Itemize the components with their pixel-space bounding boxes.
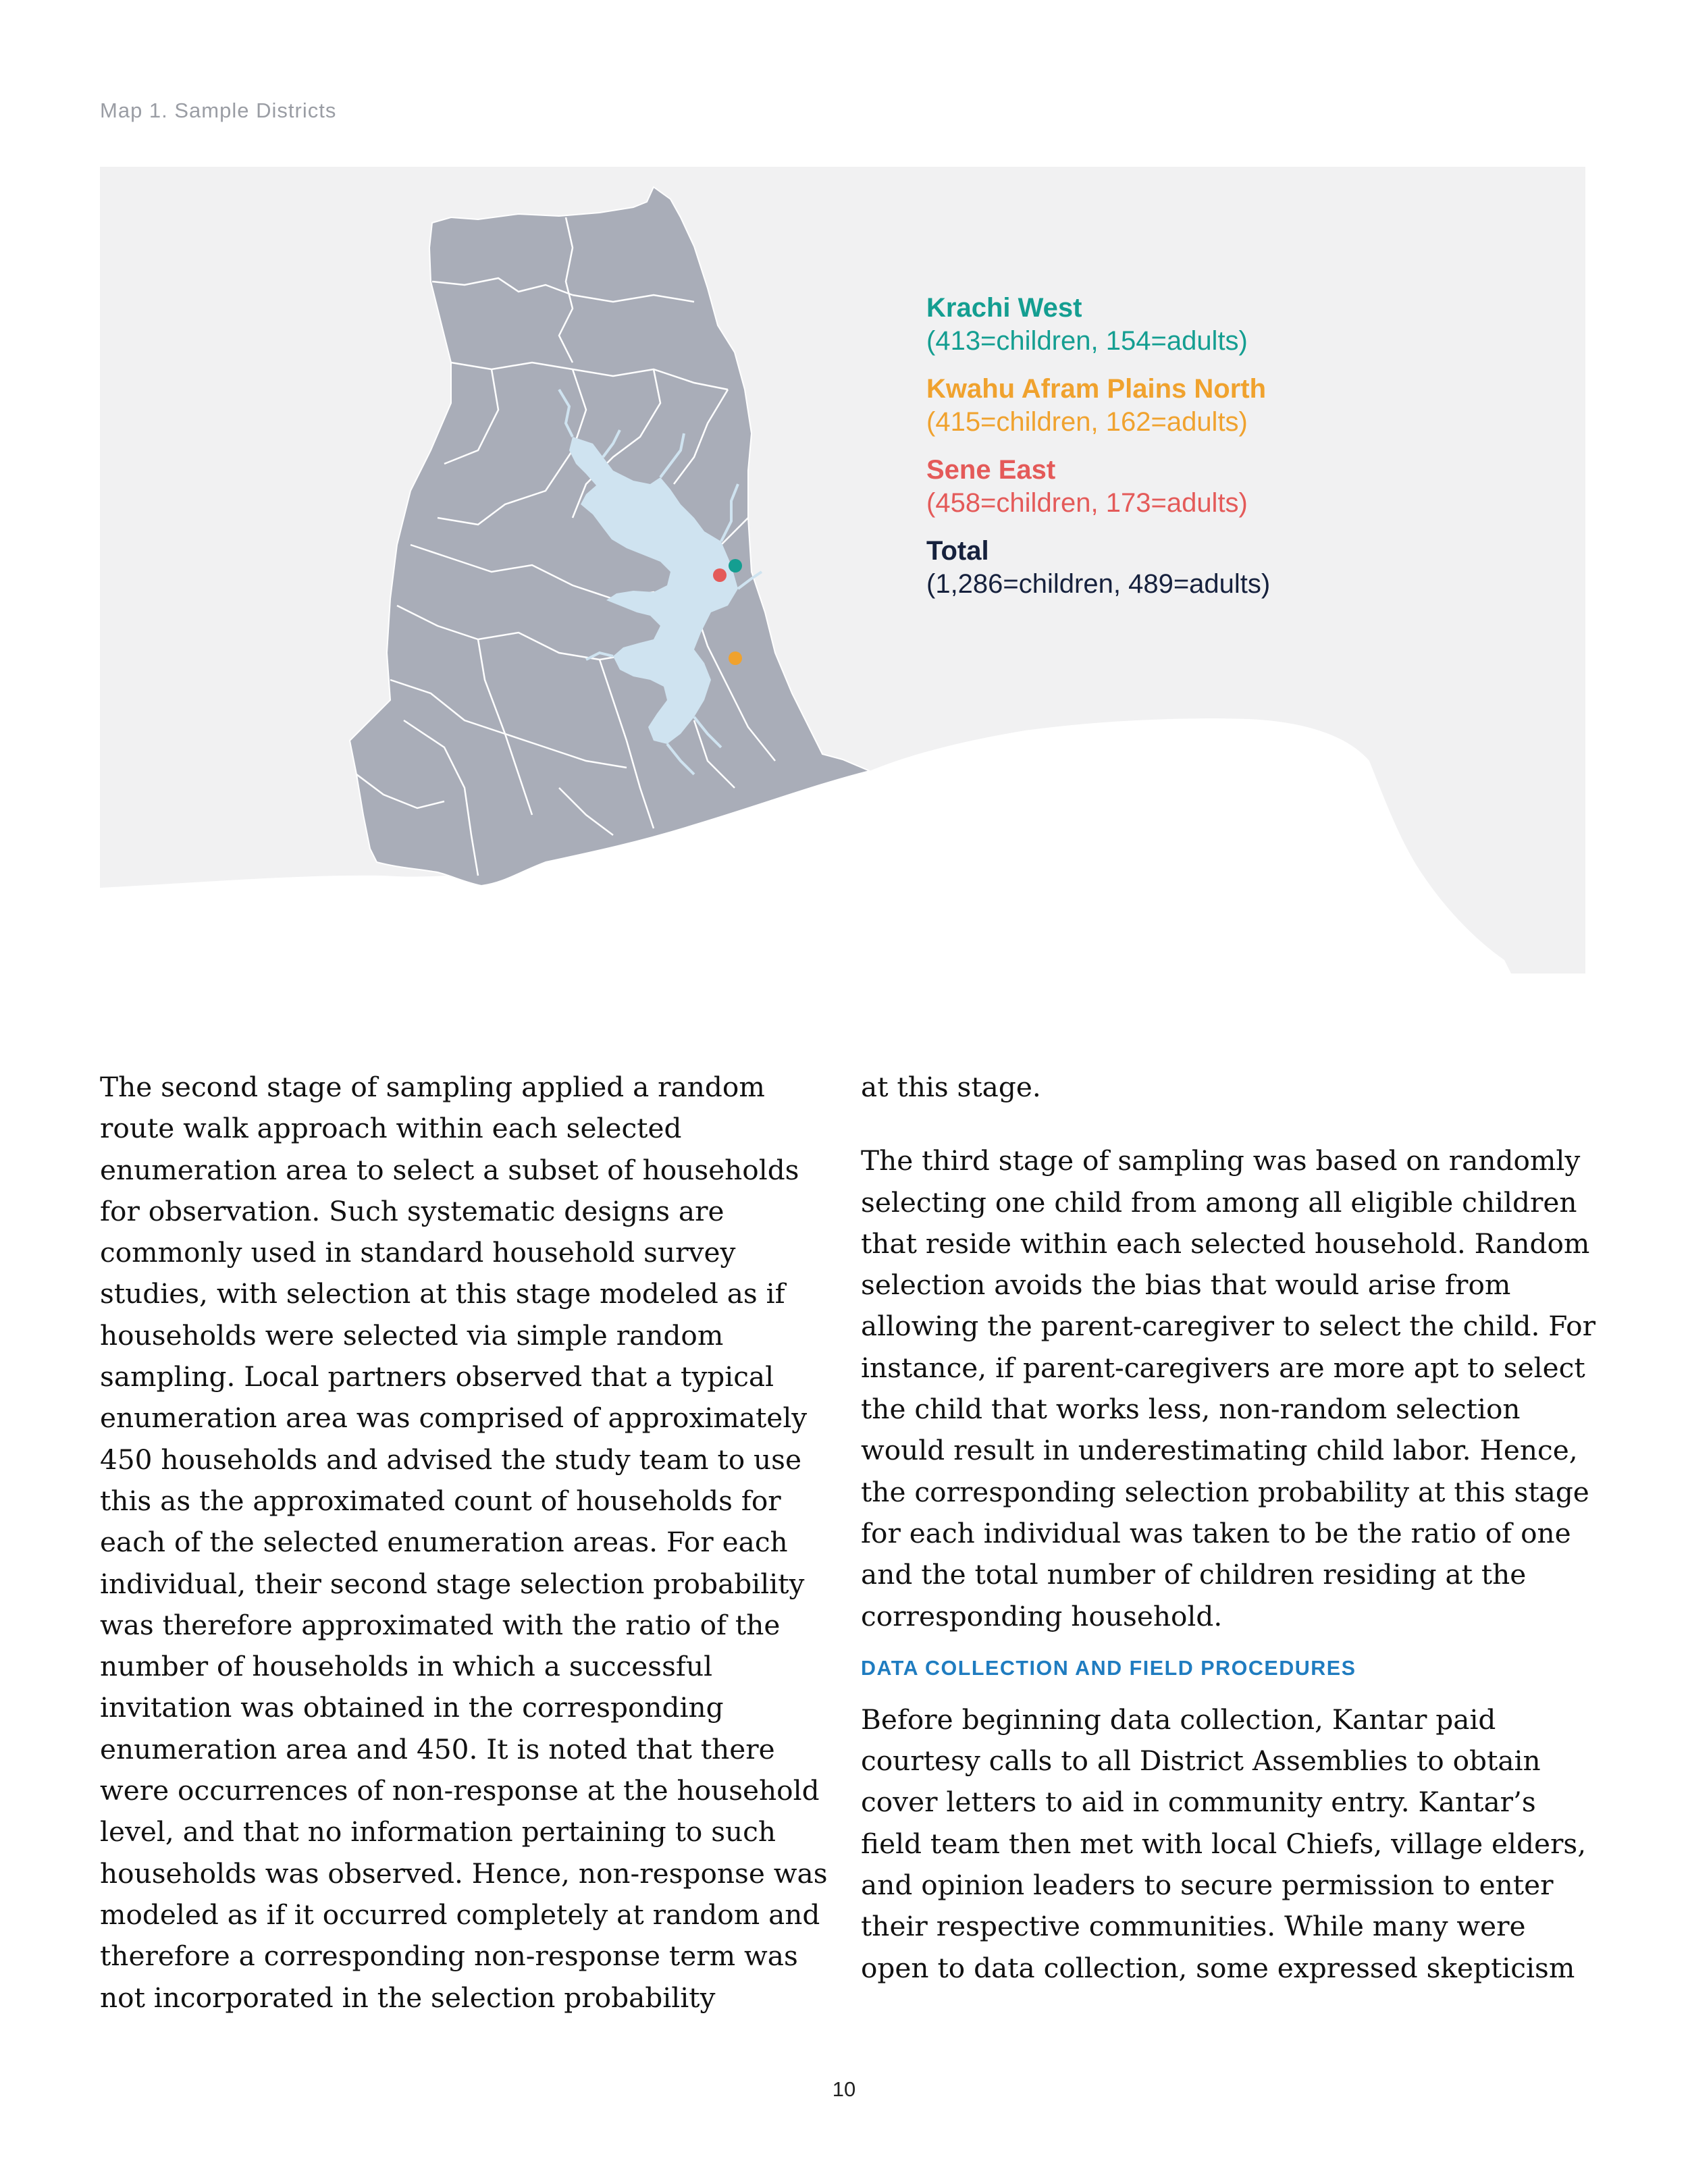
marker-kwahu-afram-plains-north: [729, 651, 742, 665]
legend-entry-krachi-west: [926, 292, 1399, 358]
legend-name: Sene East: [926, 455, 1056, 485]
page-number: 10: [832, 2077, 856, 2101]
legend-detail: (458=children, 173=adults): [926, 488, 1248, 518]
legend-name: Kwahu Afram Plains North: [926, 374, 1267, 404]
legend-detail: (415=children, 162=adults): [926, 407, 1248, 437]
marker-sene-east: [713, 568, 727, 582]
left-column: [100, 1067, 836, 2019]
map-panel: [100, 167, 1585, 974]
marker-krachi-west: [729, 559, 742, 572]
body-paragraph: The third stage of sampling was based on randomly selecting one child from among all eligible children that reside within each selected household. Random selection avoids the bias that would arise from allowing the parent-caregiver to select the child. For instance, if parent-caregivers are more apt to select the child that works less, non-random selection would result in underestimating child labor. Hence, the corresponding selection probability at this stage for each individual was taken to be the ratio of one and the total number of children residing at the corresponding household.: [861, 1144, 1596, 1632]
map-caption: Map 1. Sample Districts: [100, 99, 337, 122]
legend-detail: (413=children, 154=adults): [926, 326, 1248, 356]
legend-entry-total: [926, 535, 1399, 601]
legend-name: Krachi West: [926, 293, 1082, 323]
legend-entry-sene-east: [926, 454, 1399, 520]
body-paragraph: Before beginning data collection, Kantar paid courtesy calls to all District Assemblies to obtain cover letters to aid in community entry. Kantar’s field team then met with local Chiefs, village elders, and opinion leaders to secure permission to enter their respective communities. While many were open to data collection, some expressed skepticism: [861, 1703, 1587, 1984]
map-legend: [926, 292, 1399, 616]
section-heading: DATA COLLECTION AND FIELD PROCEDURES: [861, 1656, 1356, 1680]
right-column: [861, 1067, 1597, 1989]
body-paragraph-continuation: at this stage.: [861, 1071, 1041, 1103]
legend-name: Total: [926, 536, 989, 566]
legend-detail: (1,286=children, 489=adults): [926, 569, 1271, 599]
body-paragraph: The second stage of sampling applied a random route walk approach within each selected enumeration area to select a subset of households for observation. Such systematic designs are commonly used in standard household survey studies, with selection at this stage modeled as if households were selected via simple random sampling. Local partners observed that a typical enumeration area was comprised of approximately 450 households and advised the study team to use this as the approximated count of households for each of the selected enumeration areas. For each individual, their second stage selection probability was therefore approximated with the ratio of the number of households in which a successful invitation was obtained in the corresponding enumeration area and 450. It is noted that there were occurrences of non-response at the household level, and that no information pertaining to such households was observed. Hence, non-response was modeled as if it occurred completely at random and therefore a corresponding non-response term was not incorporated in the selection probability: [100, 1071, 828, 2014]
legend-entry-kwahu-afram-plains-north: [926, 373, 1399, 439]
